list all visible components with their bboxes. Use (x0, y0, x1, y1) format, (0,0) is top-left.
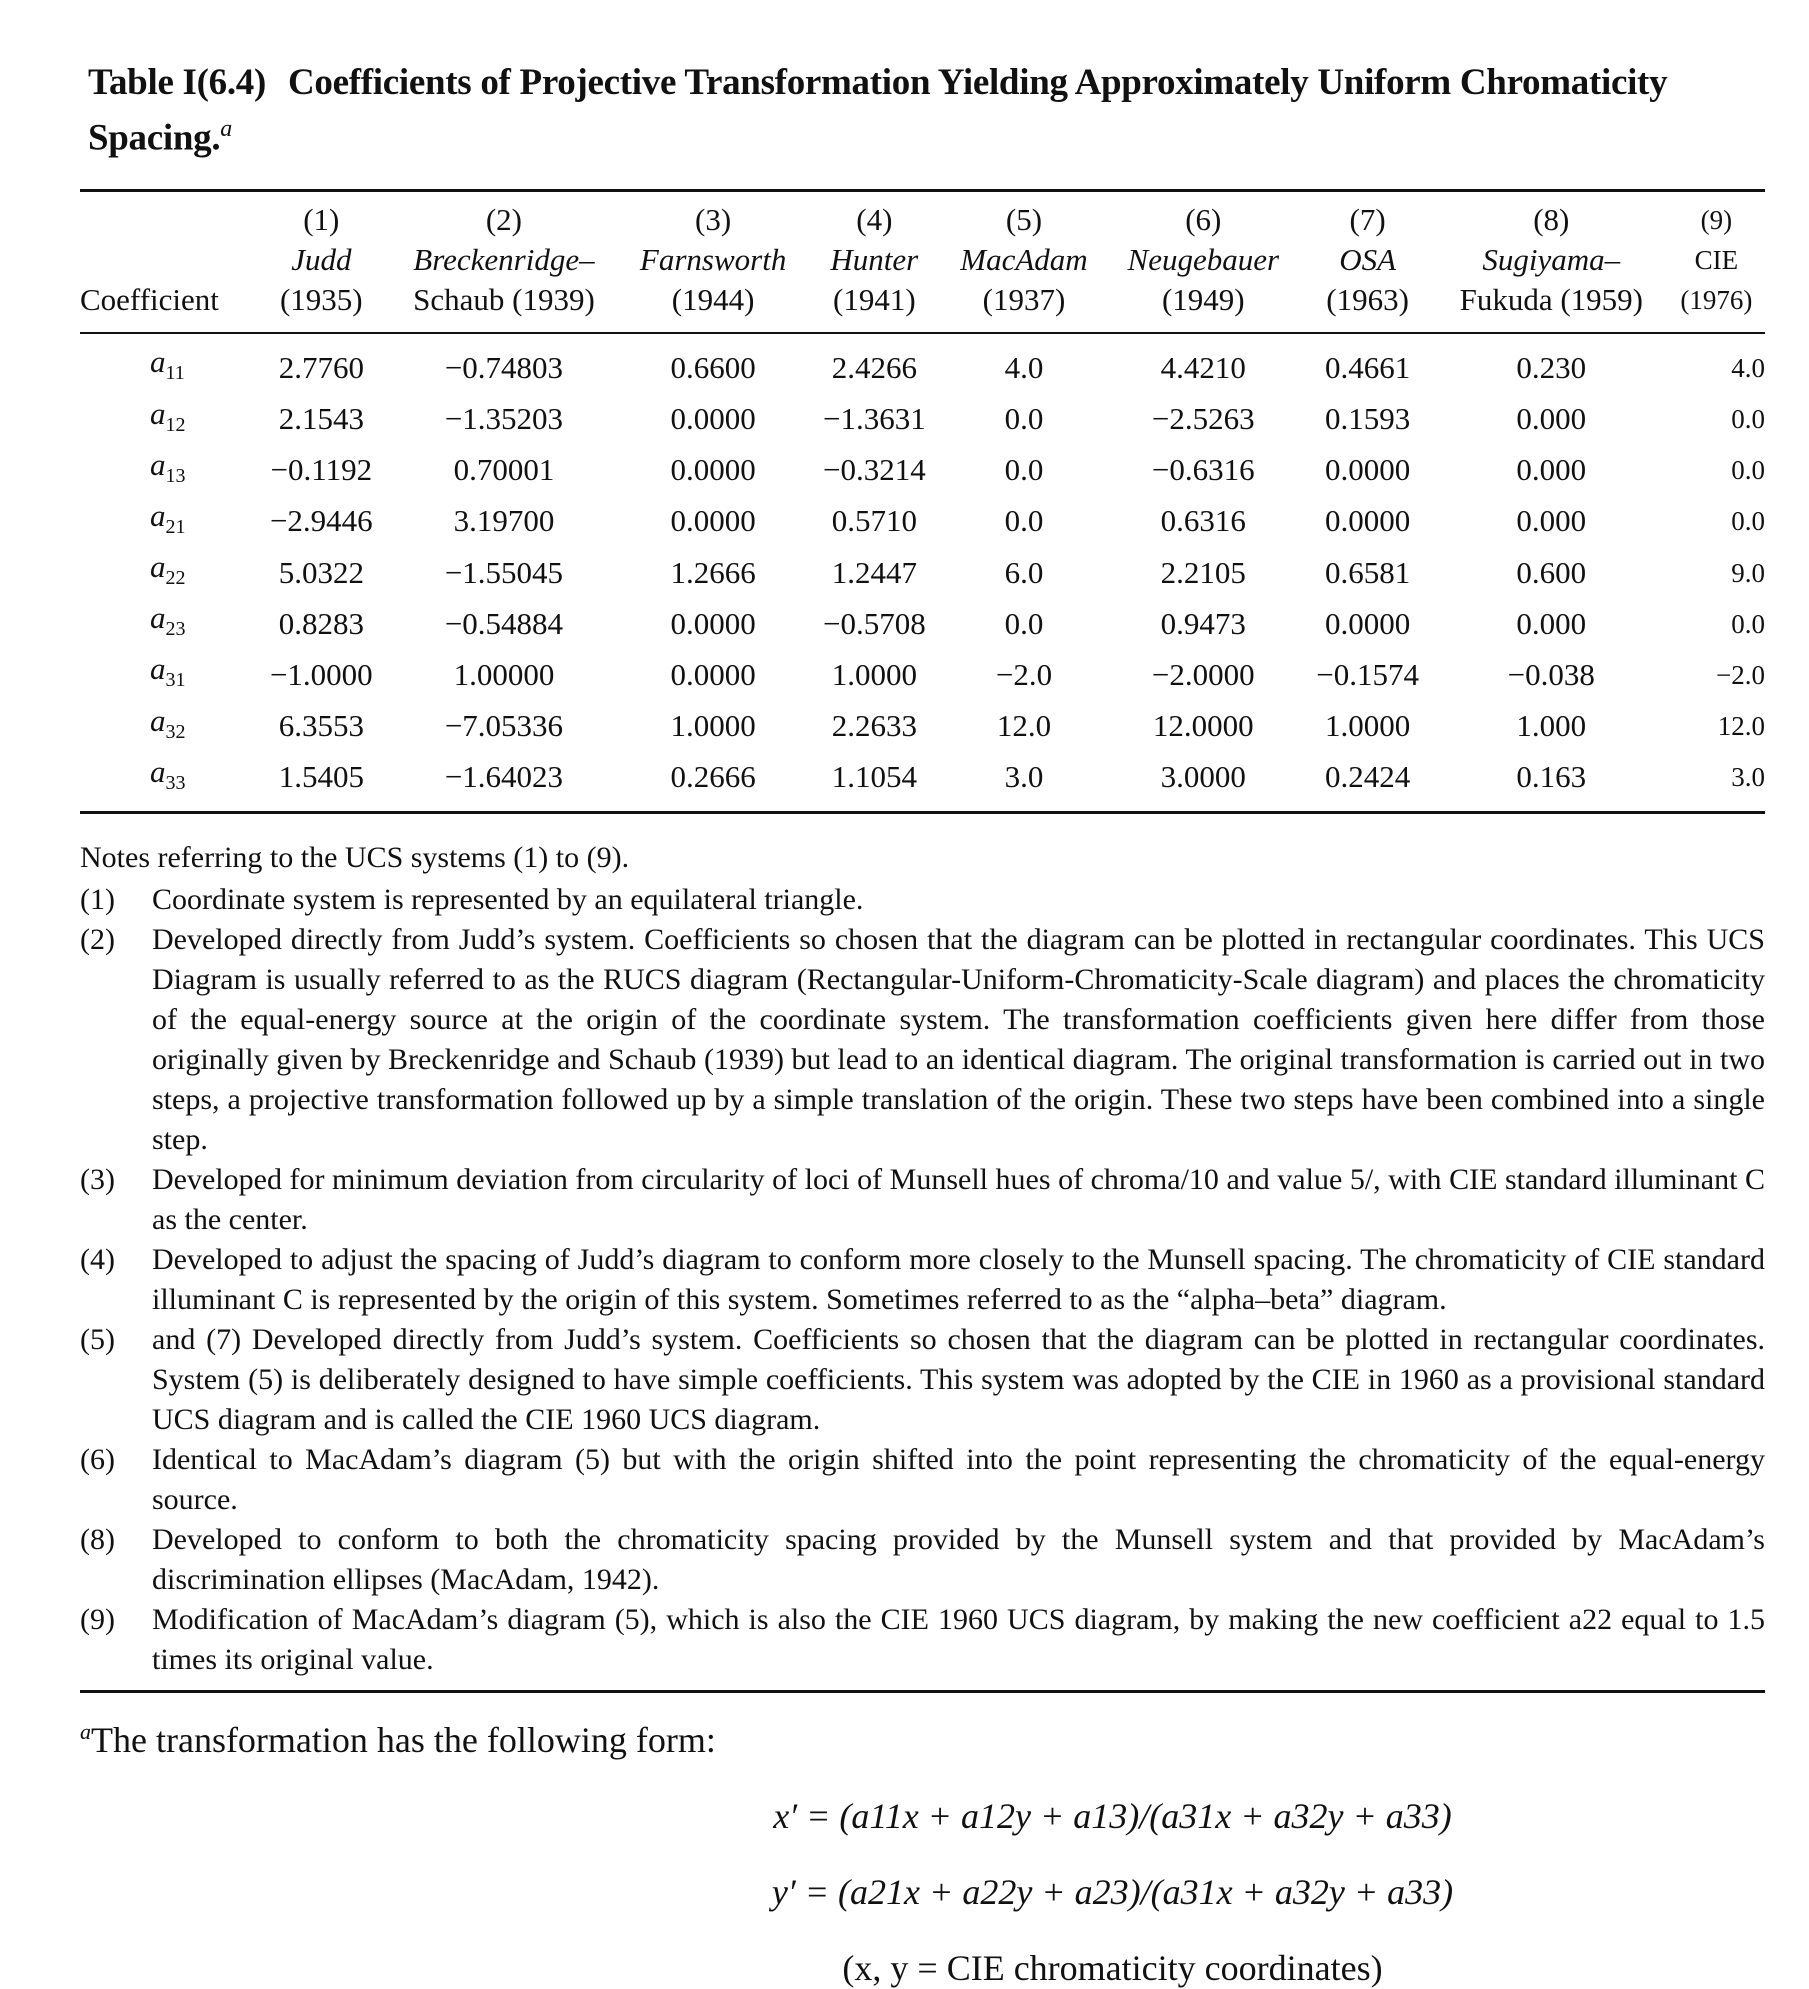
coefficient-label: $a_{11}$ (150, 344, 185, 385)
table-cell: 0.0000 (670, 503, 756, 539)
table-cell: 0.0 (1004, 401, 1044, 437)
table-cell: 12.0000 (1152, 708, 1254, 744)
table-title-text: Coefficients of Projective Transformation Yielding Approximately Uniform Chromaticity Spacing. (88, 62, 1668, 159)
table-cell: 1.1054 (831, 759, 917, 795)
table-row (80, 547, 1765, 598)
table-cell: 3.0 (1731, 762, 1765, 793)
table-cell: 0.0000 (1324, 503, 1411, 539)
table-cell: 0.8283 (278, 605, 364, 641)
table-row (80, 598, 1765, 649)
note-item: (6) Identical to MacAdam’s diagram (5) but with the origin shifted into the point representing the chromaticity of the equal-energy source. (80, 1443, 1765, 1517)
table-cell: −1.64023 (444, 759, 564, 795)
table-cell: 0.163 (1516, 759, 1587, 795)
table-cell: 1.000 (1516, 708, 1587, 744)
table-row (80, 701, 1765, 752)
table-cell: 0.6600 (670, 349, 756, 385)
coefficient-label: $a_{21}$ (150, 497, 186, 539)
table-cell: 0.000 (1516, 452, 1587, 488)
table-cell: 5.0322 (278, 554, 364, 590)
table-title (88, 60, 1765, 161)
table-cell: 1.0000 (1324, 708, 1411, 744)
table-cell: 0.70001 (453, 452, 555, 488)
coefficient-label: $a_{12}$ (150, 395, 186, 436)
table-cell: 2.4266 (831, 349, 917, 385)
table-cell: 12.0 (1717, 711, 1765, 742)
coefficient-label: $a_{13}$ (150, 446, 186, 487)
table-cell: 3.0 (1004, 759, 1044, 795)
table-cell: 0.2666 (670, 759, 756, 795)
table-cell: −2.5263 (1151, 401, 1255, 437)
table-cell: 0.0000 (670, 452, 756, 488)
table-cell: 0.000 (1516, 401, 1587, 437)
note-item: (4) Developed to adjust the spacing of Judd’s diagram to conform more closely to the Munsell spacing. The chromaticity of CIE standard illuminant C is represented by the origin of this system. Sometimes referred to as the “alpha–beta” diagram. (80, 1243, 1765, 1317)
table-cell: 0.230 (1516, 349, 1587, 385)
table-cell: 1.00000 (453, 657, 555, 693)
footnote-mark: a (80, 1719, 91, 1745)
table-row (80, 496, 1765, 547)
table-cell: 12.0 (996, 708, 1052, 744)
table-cell: 1.2666 (670, 554, 756, 590)
table-cell: 1.0000 (670, 708, 756, 744)
coefficient-label: $a_{33}$ (150, 753, 186, 795)
table-cell: −2.0 (1716, 660, 1765, 691)
table-cell: −2.0000 (1151, 657, 1255, 693)
table-cell: −0.3214 (822, 452, 926, 488)
table-cell: 1.0000 (831, 657, 917, 693)
coefficient-label: $a_{23}$ (150, 600, 186, 641)
table-cell: 0.0 (1004, 503, 1044, 539)
table-label: Table I(6.4) (88, 62, 267, 103)
footnote-intro: $^a$The transformation has the following form: (80, 1719, 716, 1761)
table-cell: 4.0 (1731, 352, 1765, 383)
table-cell: 6.0 (1004, 554, 1044, 590)
table-cell: 0.0 (1731, 404, 1765, 435)
table-cell: 0.600 (1516, 554, 1587, 590)
table-cell: 4.4210 (1160, 349, 1246, 385)
table-row (80, 394, 1765, 445)
table-cell: 0.5710 (831, 503, 917, 539)
table-cell: 1.2447 (831, 554, 917, 590)
table-cell: −2.0 (995, 657, 1053, 693)
note-item: (1) Coordinate system is represented by an equilateral triangle. (80, 883, 864, 917)
document-page (80, 60, 1765, 1989)
table-cell: 0.0 (1731, 455, 1765, 486)
table-cell: −0.1192 (270, 452, 373, 488)
table-cell: 0.9473 (1160, 605, 1246, 641)
table-cell: −0.038 (1507, 657, 1595, 693)
notes-intro: Notes referring to the UCS systems (1) to (9). (80, 841, 630, 875)
table-cell: 0.0000 (1324, 452, 1411, 488)
notes-bottom-rule (80, 1690, 1765, 1693)
table-cell: 0.0 (1004, 605, 1044, 641)
column-header: (7) OSA (1963) (1326, 202, 1409, 318)
table-cell: −0.5708 (822, 605, 926, 641)
column-header: (1) Judd (1935) (279, 202, 363, 318)
column-header: (2) Breckenridge– Schaub (1939) (413, 202, 595, 318)
table-cell: −0.6316 (1151, 452, 1255, 488)
coefficient-label: $a_{32}$ (150, 702, 186, 743)
table-header (80, 192, 1765, 334)
table-cell: −2.9446 (269, 503, 373, 539)
table-cell: 1.5405 (278, 759, 364, 795)
note-item: (9) Modification of MacAdam’s diagram (5), which is also the CIE 1960 UCS diagram, by making the new coefficient a22 equal to 1.5 times its original value. (80, 1603, 1765, 1677)
table-cell: 3.0000 (1160, 759, 1246, 795)
table-cell: 2.7760 (278, 349, 364, 385)
table-row (80, 649, 1765, 700)
equation-block (460, 1795, 1765, 1989)
table-cell: −0.1574 (1316, 657, 1419, 693)
table-cell: 4.0 (1004, 349, 1044, 385)
table-bottom-rule (80, 811, 1765, 814)
title-footnote-mark: a (220, 116, 232, 142)
column-header: (5) MacAdam (1937) (960, 202, 1088, 318)
note-item: (2) Developed directly from Judd’s system. Coefficients so chosen that the diagram can be plotted in rectangular coordinates. This UCS Diagram is usually referred to as the RUCS diagram (Rectangular-Uniform-Chromaticity-Scale diagram) and places the chromaticity of the equal-energy source at the origin of the coordinate system. The transformation coefficients given here differ from those originally given by Breckenridge and Schaub (1939) but lead to an identical diagram. The original transformation is carried out in two steps, a projective transformation followed up by a simple translation of the origin. These two steps have been combined into a single step. (80, 923, 1765, 1157)
table-cell: −1.55045 (444, 554, 564, 590)
column-header: (4) Hunter (1941) (830, 202, 919, 318)
column-header: (9) CIE (1976) (1680, 205, 1753, 316)
table-cell: −1.3631 (822, 401, 926, 437)
table-cell: −0.74803 (444, 349, 564, 385)
table-cell: −1.0000 (269, 657, 373, 693)
table-body (80, 334, 1765, 811)
table-cell: 0.6581 (1324, 554, 1411, 590)
note-item: (3) Developed for minimum deviation from circularity of loci of Munsell hues of chroma/10 and value 5/, with CIE standard illuminant C as the center. (80, 1163, 1765, 1237)
table-row (80, 334, 1765, 393)
equation-x-prime: x′ = (a11x + a12y + a13)/(a31x + a32y + a33) (773, 1796, 1452, 1837)
table-cell: 2.2105 (1160, 554, 1246, 590)
table-cell: 0.0000 (670, 605, 756, 641)
table-cell: 0.0000 (670, 657, 756, 693)
table-cell: 0.000 (1516, 605, 1587, 641)
table-cell: 0.0 (1731, 608, 1765, 639)
coefficient-label: $a_{31}$ (150, 651, 186, 692)
table-cell: 2.2633 (831, 708, 917, 744)
column-header: (6) Neugebauer (1949) (1127, 202, 1280, 318)
table-cell: 0.6316 (1160, 503, 1246, 539)
note-item: (5) and (7) Developed directly from Judd’s system. Coefficients so chosen that the diagram can be plotted in rectangular coordinates. System (5) is deliberately designed to have simple coefficients. This system was adopted by the CIE in 1960 as a provisional standard UCS diagram and is called the CIE 1960 UCS diagram. (80, 1323, 1765, 1437)
table-cell: 3.19700 (453, 503, 555, 539)
table-row (80, 752, 1765, 811)
table-cell: 0.1593 (1324, 401, 1411, 437)
table-cell: 0.0 (1004, 452, 1044, 488)
table-cell: 0.0000 (1324, 605, 1411, 641)
equation-y-prime: y′ = (a21x + a22y + a23)/(a31x + a32y + a33) (771, 1872, 1454, 1913)
table-cell: 2.1543 (278, 401, 364, 437)
coefficient-header: Coefficient (80, 282, 219, 318)
coefficient-label: $a_{22}$ (150, 549, 186, 590)
table-cell: −7.05336 (444, 708, 564, 744)
table-cell: 9.0 (1731, 557, 1765, 588)
table-cell: −1.35203 (444, 401, 564, 437)
table-cell: 0.2424 (1324, 759, 1411, 795)
table-cell: 0.0000 (670, 401, 756, 437)
table-cell: 6.3553 (278, 708, 364, 744)
notes-section (80, 838, 1765, 1680)
note-item: (8) Developed to conform to both the chromaticity spacing provided by the Munsell system and that provided by MacAdam’s discrimination ellipses (MacAdam, 1942). (80, 1523, 1765, 1597)
equation-condition: (x, y = CIE chromaticity coordinates) (842, 1948, 1383, 1989)
column-header: (8) Sugiyama– Fukuda (1959) (1459, 202, 1643, 318)
table-row (80, 445, 1765, 496)
coefficient-table (80, 192, 1765, 811)
table-cell: 0.4661 (1324, 349, 1411, 385)
table-cell: −0.54884 (444, 605, 564, 641)
column-header: (3) Farnsworth (1944) (639, 202, 787, 318)
table-cell: 0.0 (1731, 506, 1765, 537)
table-cell: 0.000 (1516, 503, 1587, 539)
